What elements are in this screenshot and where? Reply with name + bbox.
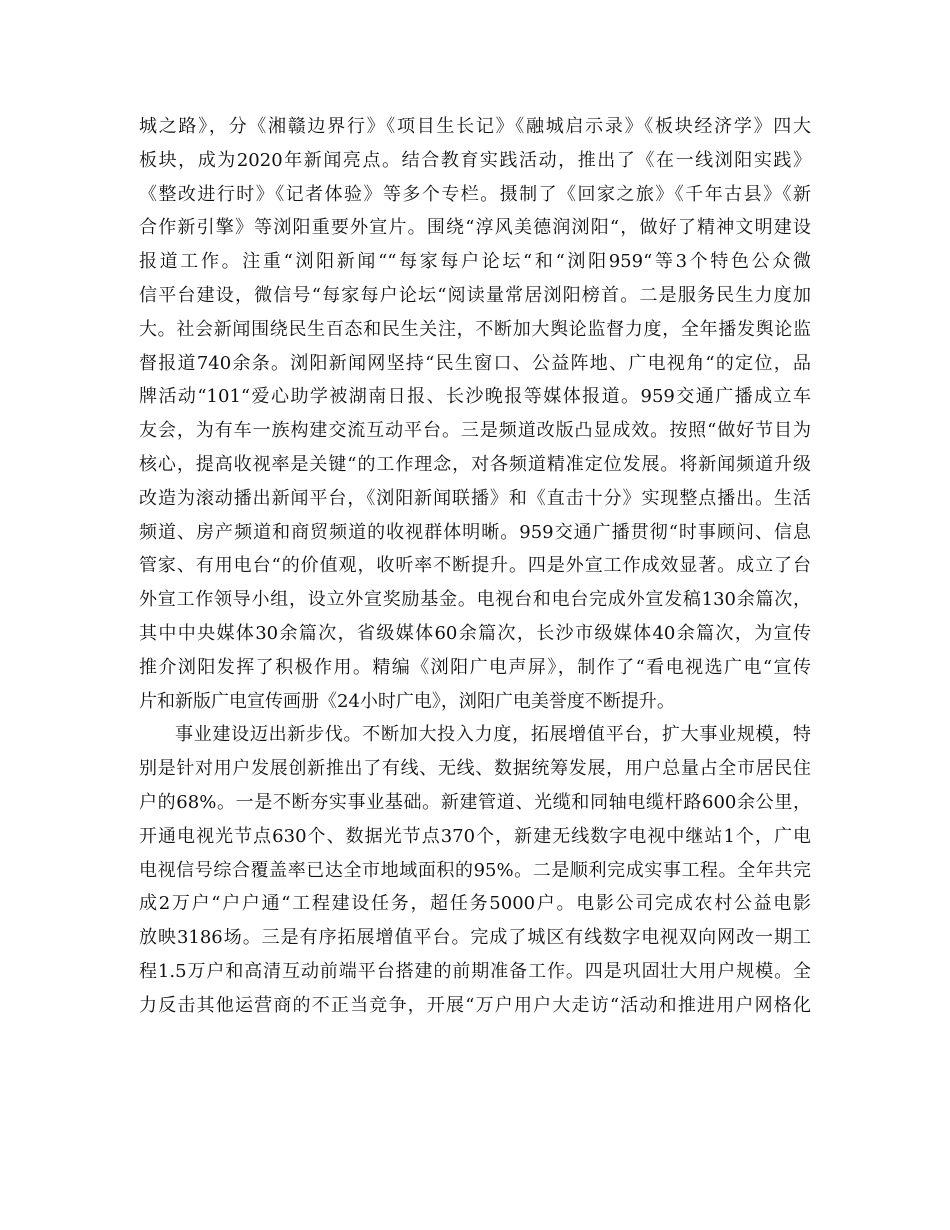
text-line: 改造为滚动播出新闻平台，《浏阳新闻联播》和《直击十分》实现整点播出。生活 [139, 487, 811, 509]
paragraph-1 [139, 110, 811, 718]
text-line: 别是针对用户发展创新推出了有线、无线、数据统筹发展，用户总量占全市居民住 [139, 758, 811, 780]
text-line: 片和新版广电宣传画册《24小时广电》，浏阳广电美誉度不断提升。 [139, 690, 675, 712]
document-body [139, 110, 811, 1023]
text-line: 程1.5万户和高清互动前端平台搭建的前期准备工作。四是巩固壮大用户规模。全 [139, 960, 811, 982]
text-line: 管家、有用电台“的价值观，收听率不断提升。四是外宣工作成效显著。成立了台 [139, 555, 811, 577]
text-line: 核心，提高收视率是关键“的工作理念，对各频道精准定位发展。将新闻频道升级 [139, 453, 811, 475]
text-line: 其中中央媒体30余篇次，省级媒体60余篇次，长沙市级媒体40余篇次，为宣传 [139, 622, 811, 644]
text-line: 信平台建设，微信号“每家每户论坛“阅读量常居浏阳榜首。二是服务民生力度加 [139, 284, 811, 306]
text-line: 开通电视光节点630个、数据光节点370个，新建无线数字电视中继站1个，广电 [139, 825, 811, 847]
text-line: 报道工作。注重“浏阳新闻““每家每户论坛“和“浏阳959“等3个特色公众微 [139, 251, 811, 273]
text-line: 城之路》，分《湘赣边界行》《项目生长记》《融城启示录》《板块经济学》四大 [139, 116, 811, 137]
text-line: 板块，成为2020年新闻亮点。结合教育实践活动，推出了《在一线浏阳实践》 [139, 149, 811, 171]
text-line: 《整改进行时》《记者体验》等多个专栏。摄制了《回家之旅》《千年古县》《新 [139, 183, 811, 205]
paragraph-2 [139, 718, 811, 1022]
text-line: 成2万户“户户通“工程建设任务，超任务5000户。电影公司完成农村公益电影 [139, 893, 811, 915]
text-line: 电视信号综合覆盖率已达全市地域面积的95%。二是顺利完成实事工程。全年共完 [139, 859, 811, 881]
text-line: 大。社会新闻围绕民生百态和民生关注，不断加大舆论监督力度，全年播发舆论监 [139, 318, 811, 340]
text-line: 放映3186场。三是有序拓展增值平台。完成了城区有线数字电视双向网改一期工 [139, 927, 811, 949]
text-line: 频道、房产频道和商贸频道的收视群体明晰。959交通广播贯彻“时事顾问、信息 [139, 521, 811, 543]
text-line: 力反击其他运营商的不正当竞争，开展“万户用户大走访“活动和推进用户网格化 [139, 994, 811, 1016]
text-line: 合作新引擎》等浏阳重要外宣片。围绕“淳风美德润浏阳“，做好了精神文明建设 [139, 217, 811, 239]
text-line: 推介浏阳发挥了积极作用。精编《浏阳广电声屏》，制作了“看电视选广电“宣传 [139, 656, 811, 678]
text-line: 牌活动“101“爱心助学被湖南日报、长沙晚报等媒体报道。959交通广播成立车 [139, 386, 811, 408]
text-line: 户的68%。一是不断夯实事业基础。新建管道、光缆和同轴电缆杆路600余公里， [139, 791, 811, 813]
text-line: 督报道740余条。浏阳新闻网坚持“民生窗口、公益阵地、广电视角“的定位，品 [139, 352, 811, 374]
text-line: 友会，为有车一族构建交流互动平台。三是频道改版凸显成效。按照“做好节目为 [139, 420, 811, 442]
text-line: 外宣工作领导小组，设立外宣奖励基金。电视台和电台完成外宣发稿130余篇次， [139, 589, 811, 611]
text-line: 事业建设迈出新步伐。不断加大投入力度，拓展增值平台，扩大事业规模，特 [175, 724, 811, 746]
